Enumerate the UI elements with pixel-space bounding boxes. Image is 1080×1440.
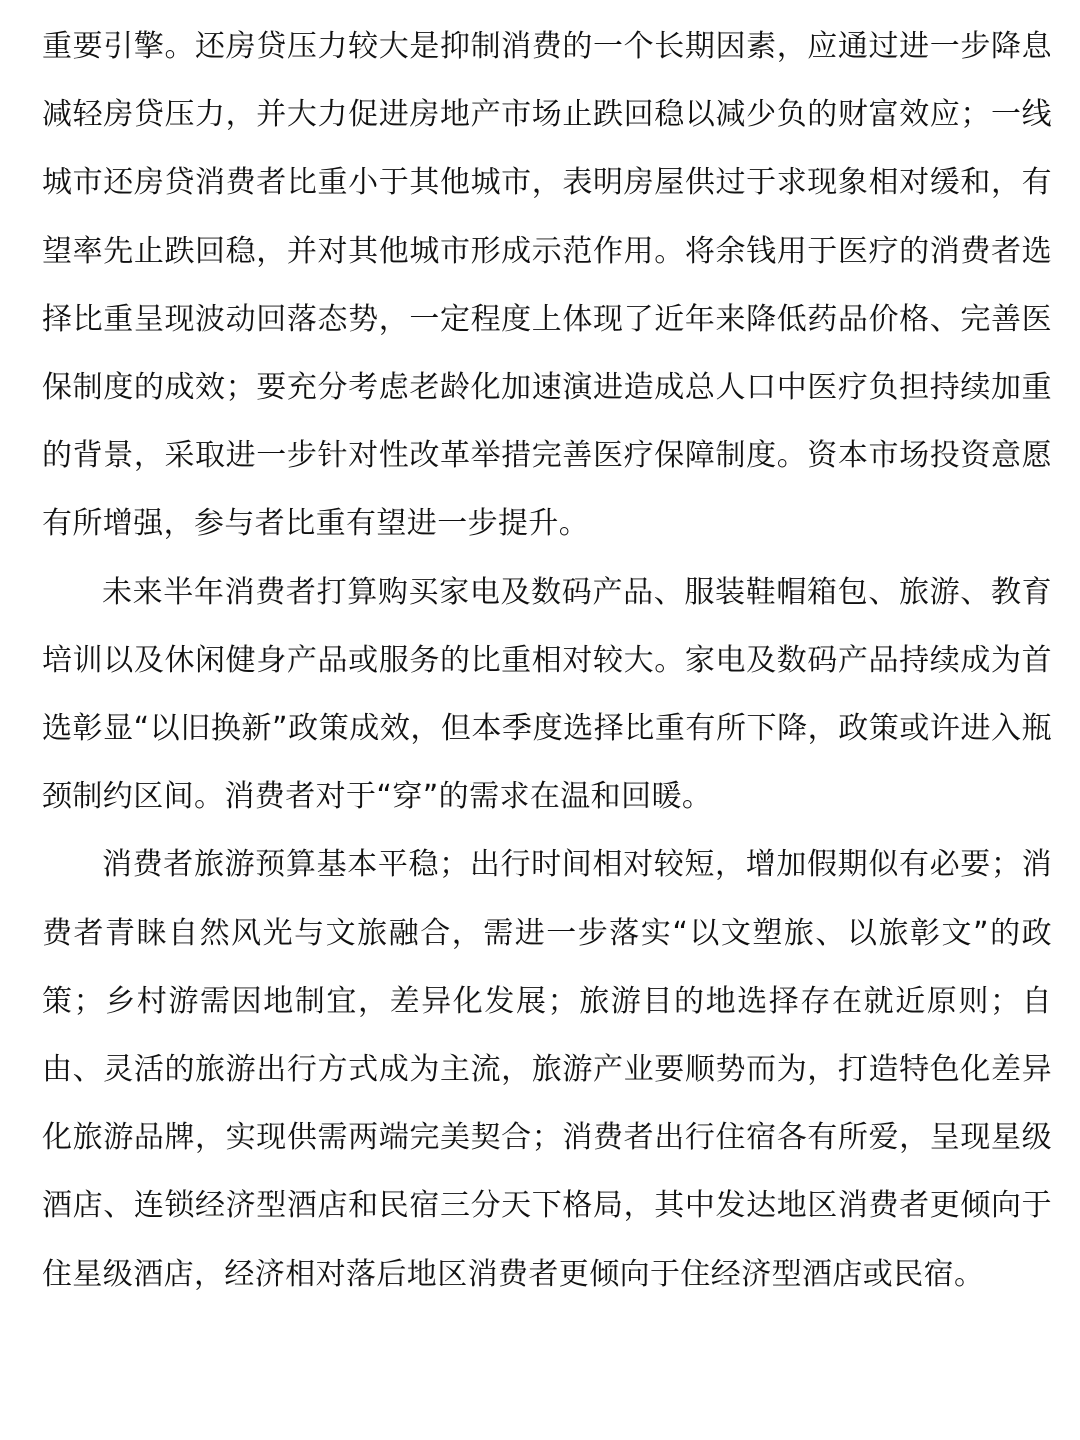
paragraph-tourism: 消费者旅游预算基本平稳；出行时间相对较短，增加假期似有必要；消费者青睐自然风光与文旅融合，需进一步落实“以文塑旅、以旅彰文”的政策；乡村游需因地制宜，差异化发展；旅游目的地选择存在就近原则；自由、灵活的旅游出行方式成为主流，旅游产业要顺势而为，打造特色化差异化旅游品牌，实现供需两端完美契合；消费者出行住宿各有所爱，呈现星级酒店、连锁经济型酒店和民宿三分天下格局，其中发达地区消费者更倾向于住星级酒店，经济相对落后地区消费者更倾向于住经济型酒店或民宿。 <box>42 847 1052 1292</box>
article-body <box>42 0 1052 1309</box>
paragraph-purchase-intent: 未来半年消费者打算购买家电及数码产品、服装鞋帽箱包、旅游、教育培训以及休闲健身产品或服务的比重相对较大。家电及数码产品持续成为首选彰显“以旧换新”政策成效，但本季度选择比重有所下降，政策或许进入瓶颈制约区间。消费者对于“穿”的需求在温和回暖。 <box>42 574 1052 815</box>
paragraph-continuation: 重要引擎。还房贷压力较大是抑制消费的一个长期因素，应通过进一步降息减轻房贷压力，并大力促进房地产市场止跌回稳以减少负的财富效应；一线城市还房贷消费者比重小于其他城市，表明房屋供过于求现象相对缓和，有望率先止跌回稳，并对其他城市形成示范作用。将余钱用于医疗的消费者选择比重呈现波动回落态势，一定程度上体现了近年来降低药品价格、完善医保制度的成效；要充分考虑老龄化加速演进造成总人口中医疗负担持续加重的背景，采取进一步针对性改革举措完善医疗保障制度。资本市场投资意愿有所增强，参与者比重有望进一步提升。 <box>42 29 1052 542</box>
